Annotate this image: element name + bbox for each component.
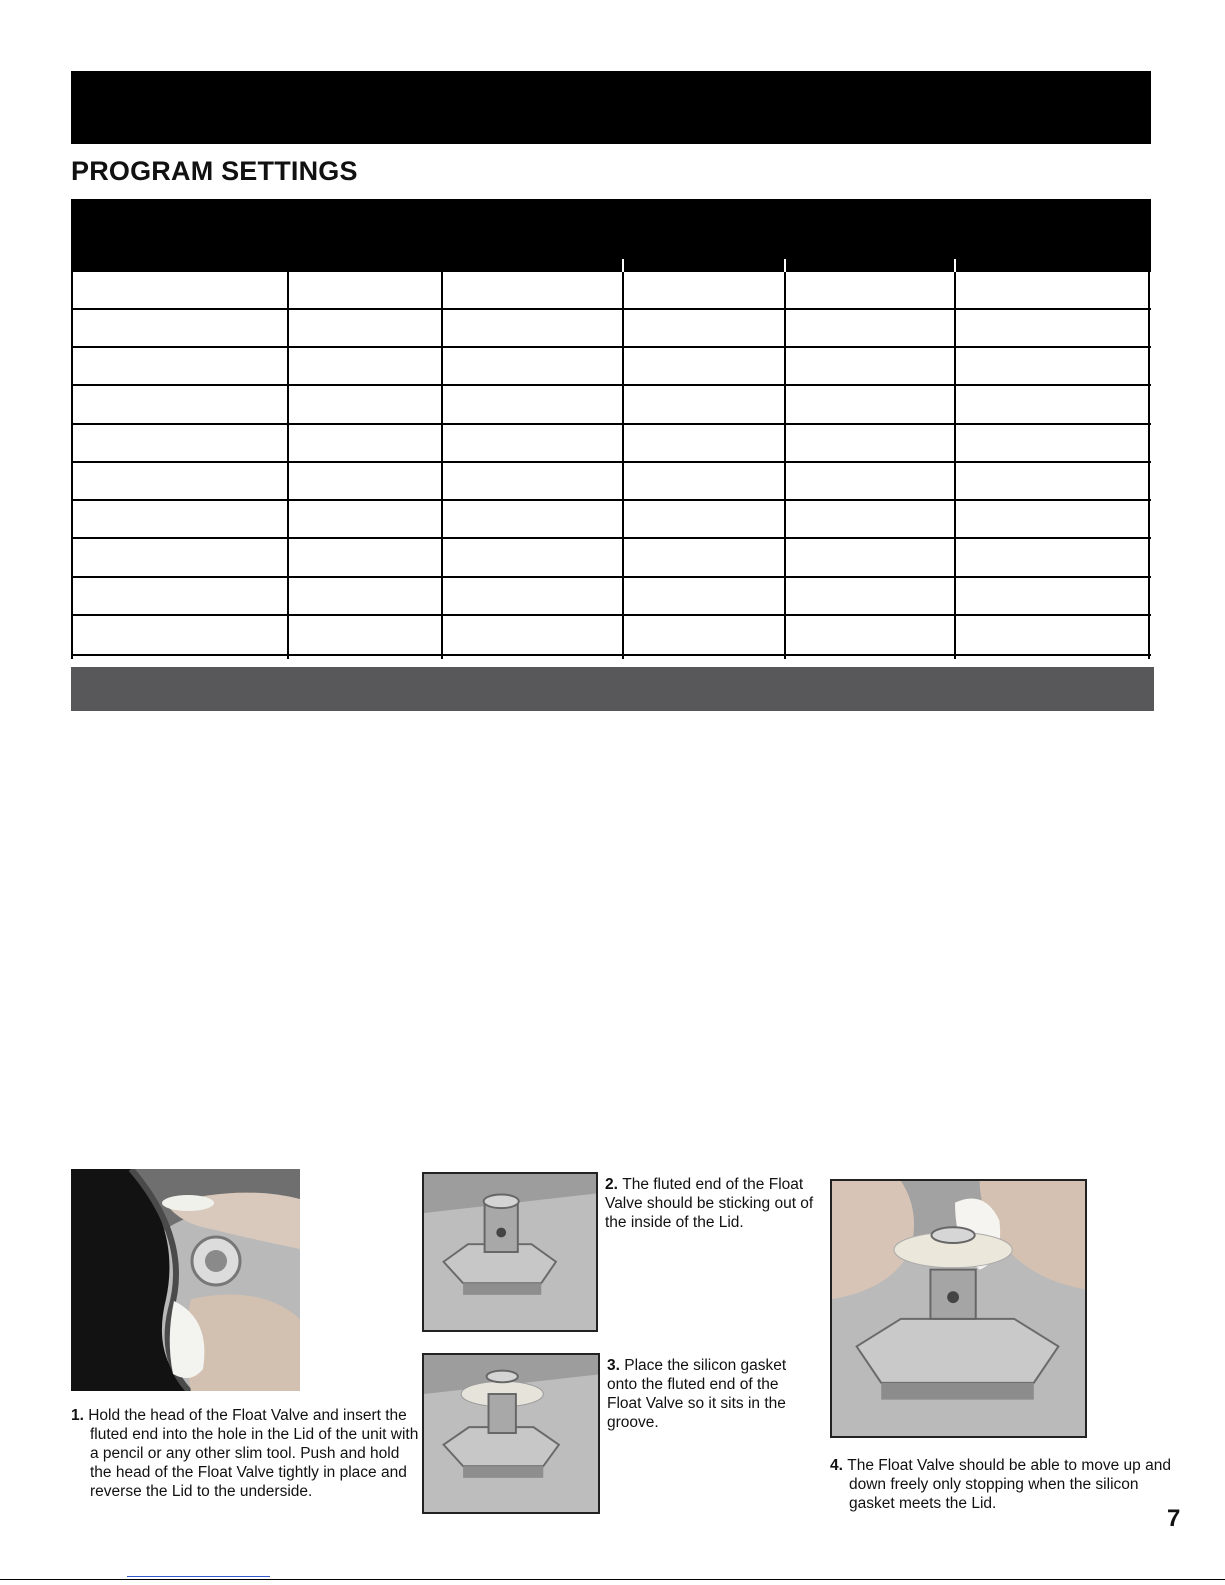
table-border-bottom [71,654,1151,656]
table-row-line [71,423,1151,425]
step-3-number: 3. [607,1357,625,1374]
page-number: 7 [1167,1505,1181,1532]
section-bar [71,667,1154,711]
step-2 [605,1175,820,1232]
step-1-text: Hold the head of the Float Valve and insert the fluted end into the hole in the Lid of the unit with a pencil or any other slim tool. Push and hold the head of the Float Valve tightly in place and reverse the Lid to the underside. [88,1407,419,1500]
header-divider [784,259,786,272]
column-divider-highlight [956,272,957,342]
program-settings-table [71,199,1151,659]
step-3-text: Place the silicon gasket onto the fluted end of the Float Valve so it sits in the groove. [607,1357,787,1431]
column-divider [441,199,443,659]
table-row-line [71,614,1151,616]
header-divider [622,259,624,272]
table-border-left [71,199,73,659]
table-row-line [71,537,1151,539]
photo-insert-float-valve [71,1169,300,1391]
section-title: PROGRAM SETTINGS [71,156,358,186]
step-4-number: 4. [830,1457,848,1474]
table-row-line [71,461,1151,463]
table-row-line [71,576,1151,578]
step-1 [71,1406,420,1501]
table-row-line [71,499,1151,501]
photo-float-valve-moving [830,1179,1087,1438]
step-4-text: The Float Valve should be able to move up and down freely only stopping when the silicon gasket meets the Lid. [847,1457,1171,1512]
step-1-number: 1. [71,1407,89,1424]
step-2-number: 2. [605,1176,623,1193]
column-divider [287,199,289,659]
photo-silicon-gasket [422,1353,600,1514]
table-row-line [71,346,1151,348]
table-row-line [71,308,1151,310]
table-border-right [1148,199,1150,659]
column-divider-highlight [786,272,787,342]
photo-fluted-end [422,1172,598,1332]
step-2-text: The fluted end of the Float Valve should be sticking out of the inside of the Lid. [605,1176,814,1231]
table-header [71,199,1151,272]
table-row-line [71,384,1151,386]
column-divider-highlight [624,272,625,342]
step-3 [607,1356,812,1432]
step-4 [830,1456,1179,1513]
footer-rule [0,1579,1225,1580]
header-divider [954,259,956,272]
top-banner [71,71,1151,144]
footer-link-underline [127,1576,270,1577]
